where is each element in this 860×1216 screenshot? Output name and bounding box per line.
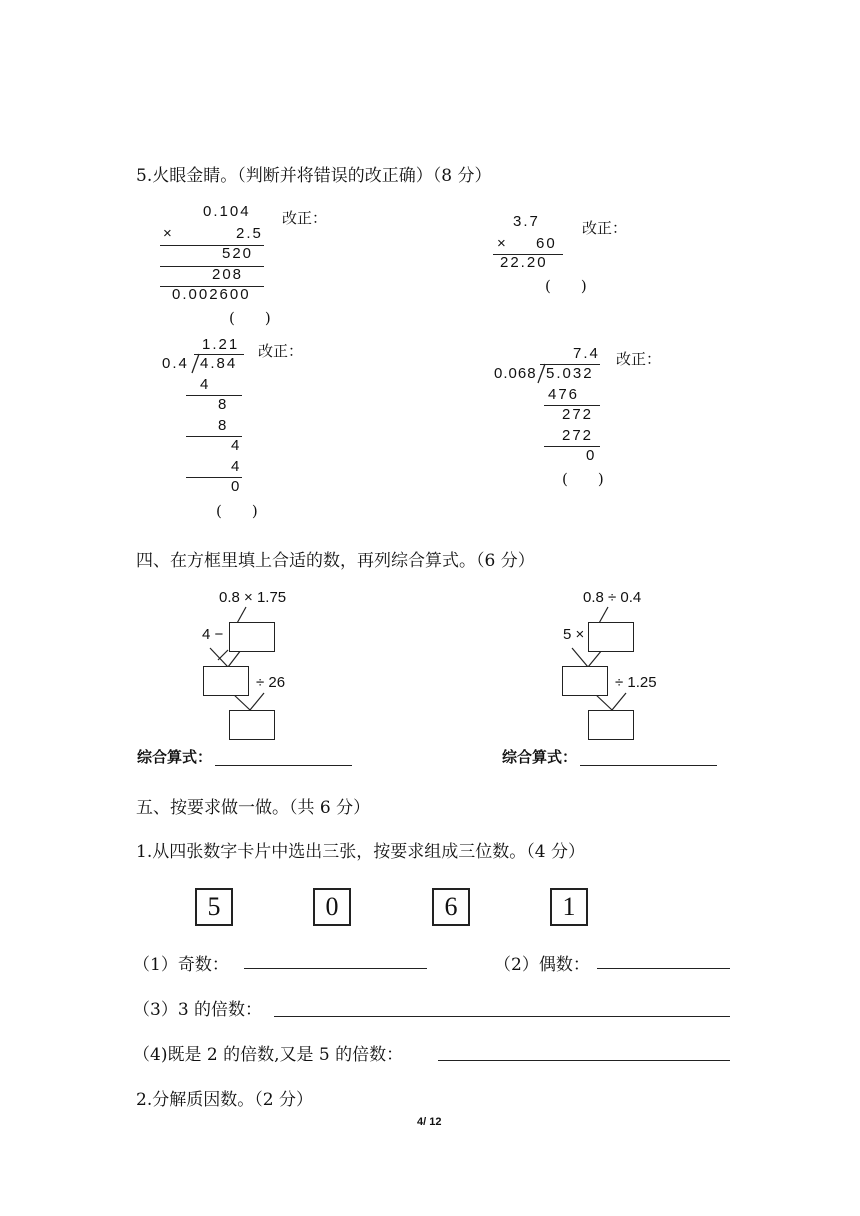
left-answer-box-1[interactable]	[229, 622, 275, 652]
number-card-5[interactable]: 5	[195, 888, 233, 926]
calc4-step-4: 0	[586, 447, 597, 464]
calc1-judge-paren[interactable]: ( )	[229, 309, 271, 327]
number-card-1[interactable]: 1	[550, 888, 588, 926]
left-right-operator: ÷ 26	[256, 674, 286, 691]
even-number-blank[interactable]	[597, 968, 730, 969]
calc3-step-3: 8	[218, 417, 229, 434]
number-card-0[interactable]: 0	[313, 888, 351, 926]
calc1-partial-1: 520	[222, 245, 254, 262]
odd-number-blank[interactable]	[244, 968, 427, 969]
even-number-label: （2）偶数：	[494, 955, 590, 975]
left-answer-box-2[interactable]	[203, 666, 249, 696]
number-card-6[interactable]: 6	[432, 888, 470, 926]
multiple-of-3-blank[interactable]	[274, 1016, 730, 1017]
calc3-step-2: 8	[218, 396, 229, 413]
calc3-step-4: 4	[231, 437, 242, 454]
calc3-correct-label: 改正：	[258, 342, 304, 360]
calc4-correct-label: 改正：	[616, 350, 662, 368]
right-formula-blank[interactable]	[580, 765, 717, 766]
multiple-of-2-and-5-label: （4)既是 2 的倍数,又是 5 的倍数：	[133, 1045, 404, 1065]
calc2-judge-paren[interactable]: ( )	[545, 277, 587, 295]
right-right-operator: ÷ 1.25	[615, 674, 657, 691]
question-2-title: 2.分解质因数。（2 分）	[136, 1090, 313, 1110]
calc4-step-1: 476	[548, 386, 580, 403]
calc1-result: 0.002600	[172, 286, 251, 303]
calc4-step-2: 272	[562, 406, 594, 423]
calc2-multiplier: 60	[536, 235, 557, 252]
right-answer-box-2[interactable]	[562, 666, 608, 696]
calc2-multiplicand: 3.7	[513, 213, 540, 230]
page-number: 4/ 12	[417, 1116, 442, 1128]
calc3-quotient: 1.21	[202, 336, 240, 353]
calc2-operator: ×	[497, 235, 508, 252]
right-top-expression: 0.8 ÷ 0.4	[583, 589, 642, 606]
question-5-title: 5.火眼金睛。（判断并将错误的改正确）（8 分）	[136, 166, 492, 186]
calc4-step-3: 272	[562, 427, 594, 444]
section-4-title: 四、在方框里填上合适的数，再列综合算式。（6 分）	[136, 551, 535, 571]
question-1-title: 1.从四张数字卡片中选出三张，按要求组成三位数。（4 分）	[136, 842, 585, 862]
calc3-divisor: 0.4	[162, 355, 189, 372]
left-top-expression: 0.8 × 1.75	[219, 589, 287, 606]
calc3-step-5: 4	[231, 458, 242, 475]
calc4-divisor: 0.068	[494, 365, 537, 382]
calc1-partial-2: 208	[212, 266, 244, 283]
right-mid-operator: 5 ×	[563, 626, 585, 643]
calc2-correct-label: 改正：	[582, 219, 628, 237]
right-answer-box-3[interactable]	[588, 710, 634, 740]
calc1-correct-label: 改正：	[282, 209, 328, 227]
calc4-judge-paren[interactable]: ( )	[562, 470, 604, 488]
calc4-dividend: 5.032	[546, 365, 594, 382]
multiple-of-2-and-5-blank[interactable]	[438, 1060, 730, 1061]
calc3-step-1: 4	[200, 376, 211, 393]
calc3-dividend: 4.84	[200, 355, 238, 372]
left-mid-operator: 4 −	[202, 626, 224, 643]
multiple-of-3-label: （3）3 的倍数：	[133, 1000, 263, 1020]
calc1-operator: ×	[163, 225, 174, 242]
right-formula-label: 综合算式：	[502, 749, 578, 766]
calc1-multiplicand: 0.104	[203, 203, 251, 220]
calc4-quotient: 7.4	[573, 345, 600, 362]
left-formula-blank[interactable]	[215, 765, 352, 766]
calc1-multiplier: 2.5	[236, 225, 263, 242]
left-formula-label: 综合算式：	[137, 749, 213, 766]
right-answer-box-1[interactable]	[588, 622, 634, 652]
odd-number-label: （1）奇数：	[133, 955, 229, 975]
calc2-result: 22.20	[500, 254, 548, 271]
calc3-judge-paren[interactable]: ( )	[216, 502, 258, 520]
calc3-step-6: 0	[231, 478, 242, 495]
section-5-title: 五、按要求做一做。（共 6 分）	[136, 798, 371, 818]
left-answer-box-3[interactable]	[229, 710, 275, 740]
